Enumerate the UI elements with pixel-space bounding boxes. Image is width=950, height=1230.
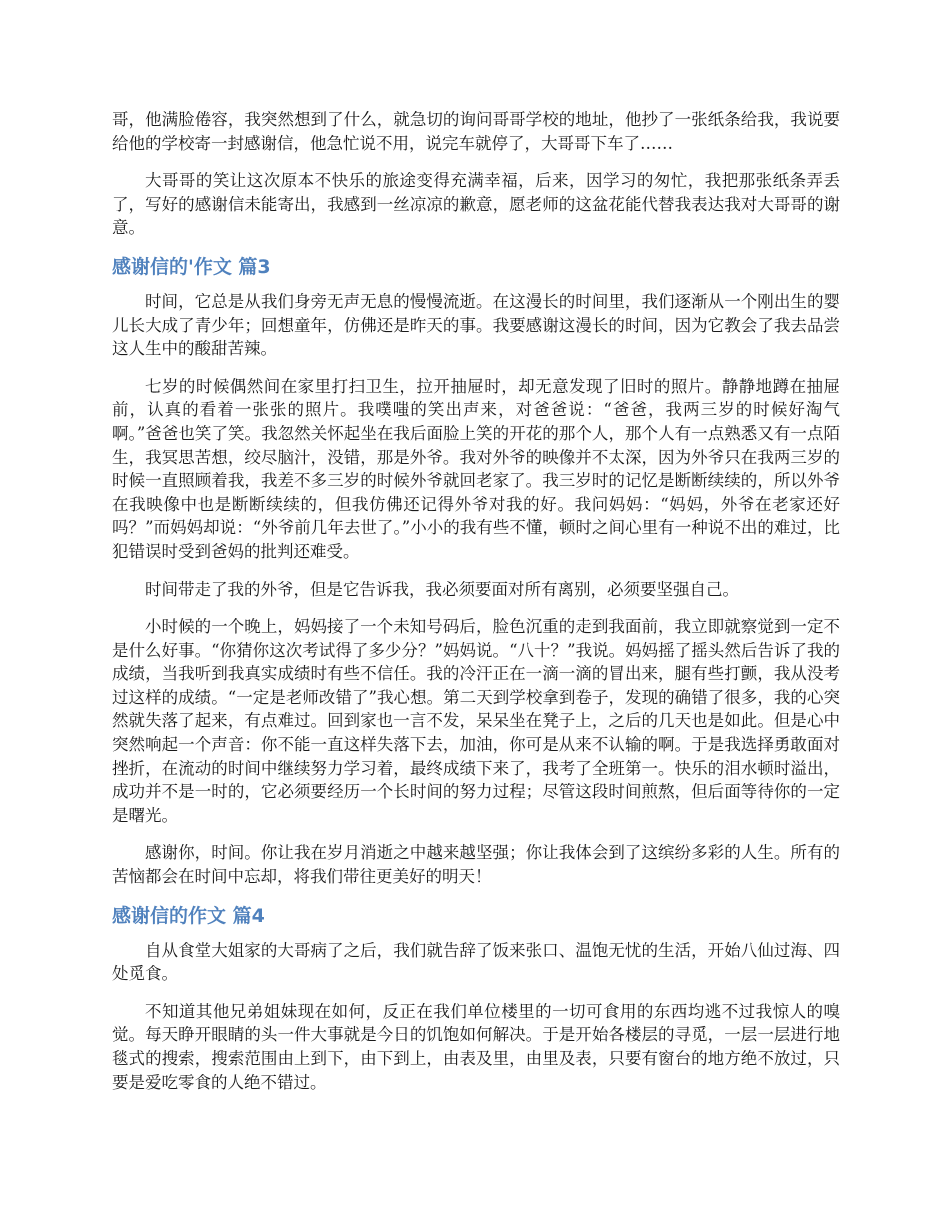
document-page bbox=[112, 108, 840, 1108]
paragraph: 不知道其他兄弟姐妹现在如何，反正在我们单位楼里的一切可食用的东西均逃不过我惊人的嗅觉。每天睁开眼睛的头一件大事就是今日的饥饱如何解决。于是开始各楼层的寻觅，一层一层进行地毯式的搜索，搜索范围由上到下，由下到上，由表及里，由里及表，只要有窗台的地方绝不放过，只要是爱吃零食的人绝不错过。 bbox=[112, 1001, 840, 1092]
paragraph: 自从食堂大姐家的大哥病了之后，我们就告辞了饭来张口、温饱无忧的生活，开始八仙过海、四处觅食。 bbox=[112, 940, 840, 984]
paragraph: 哥，他满脸倦容，我突然想到了什么，就急切的询问哥哥学校的地址，他抄了一张纸条给我，我说要给他的学校寄一封感谢信，他急忙说不用，说完车就停了，大哥哥下车了…… bbox=[112, 110, 840, 153]
paragraph: 感谢你，时间。你让我在岁月消逝之中越来越坚强；你让我体会到了这缤纷多彩的人生。所有的苦恼都会在时间中忘却，将我们带往更美好的明天！ bbox=[112, 843, 840, 887]
paragraph: 小时候的一个晚上，妈妈接了一个未知号码后，脸色沉重的走到我面前，我立即就察觉到一定不是什么好事。“你猜你这次考试得了多少分？”妈妈说。“八十？”我说。妈妈摇了摇头然后告诉了我的成绩，当我听到我真实成绩时有些不信任。我的冷汗正在一滴一滴的冒出来，腿有些打颤，我从没考过这样的成绩。“一定是老师改错了”我心想。第二天到学校拿到卷子，发现的确错了很多，我的心突然就失落了起来，有点难过。回到家也一言不发，呆呆坐在凳子上，之后的几天也是如此。但是心中突然响起一个声音：你不能一直这样失落下去，加油，你可是从来不认输的啊。于是我选择勇敢面对挫折，在流动的时间中继续努力学习着，最终成绩下来了，我考了全班第一。快乐的泪水顿时溢出，成功并不是一时的，它必须要经历一个长时间的努力过程；尽管这段时间煎熬，但后面等待你的一定是曙光。 bbox=[112, 617, 840, 825]
paragraph: 时间，它总是从我们身旁无声无息的慢慢流逝。在这漫长的时间里，我们逐渐从一个刚出生的婴儿长大成了青少年；回想童年，仿佛还是昨天的事。我要感谢这漫长的时间，因为它教会了我去品尝这人生中的酸甜苦辣。 bbox=[112, 291, 840, 359]
section-heading-4: 感谢信的作文 篇4 bbox=[112, 904, 265, 927]
section-heading-3: 感谢信的'作文 篇3 bbox=[112, 255, 271, 278]
paragraph: 大哥哥的笑让这次原本不快乐的旅途变得充满幸福，后来，因学习的匆忙，我把那张纸条弄丢了，写好的感谢信未能寄出，我感到一丝凉凉的歉意，愿老师的这盆花能代替我表达我对大哥哥的谢意。 bbox=[112, 171, 840, 238]
paragraph: 时间带走了我的外爷，但是它告诉我，我必须要面对所有离别，必须要坚强自己。 bbox=[145, 579, 739, 599]
paragraph: 七岁的时候偶然间在家里打扫卫生，拉开抽屉时，却无意发现了旧时的照片。静静地蹲在抽屉前，认真的看着一张张的照片。我噗嗤的笑出声来，对爸爸说：“爸爸，我两三岁的时候好淘气啊。”爸爸也笑了笑。我忽然关怀起坐在我后面脸上笑的开花的那个人，那个人有一点熟悉又有一点陌生，我冥思苦想，绞尽脑汁，没错，那是外爷。我对外爷的映像并不太深，因为外爷只在我两三岁的时候一直照顾着我，我差不多三岁的时候外爷就回老家了。我三岁时的记忆是断断续续的，所以外爷在我映像中也是断断续续的，但我仿佛还记得外爷对我的好。我问妈妈：“妈妈，外爷在老家还好吗？”而妈妈却说：“外爷前几年去世了。”小小的我有些不懂，顿时之间心里有一种说不出的难过，比犯错误时受到爸妈的批判还难受。 bbox=[112, 376, 840, 561]
